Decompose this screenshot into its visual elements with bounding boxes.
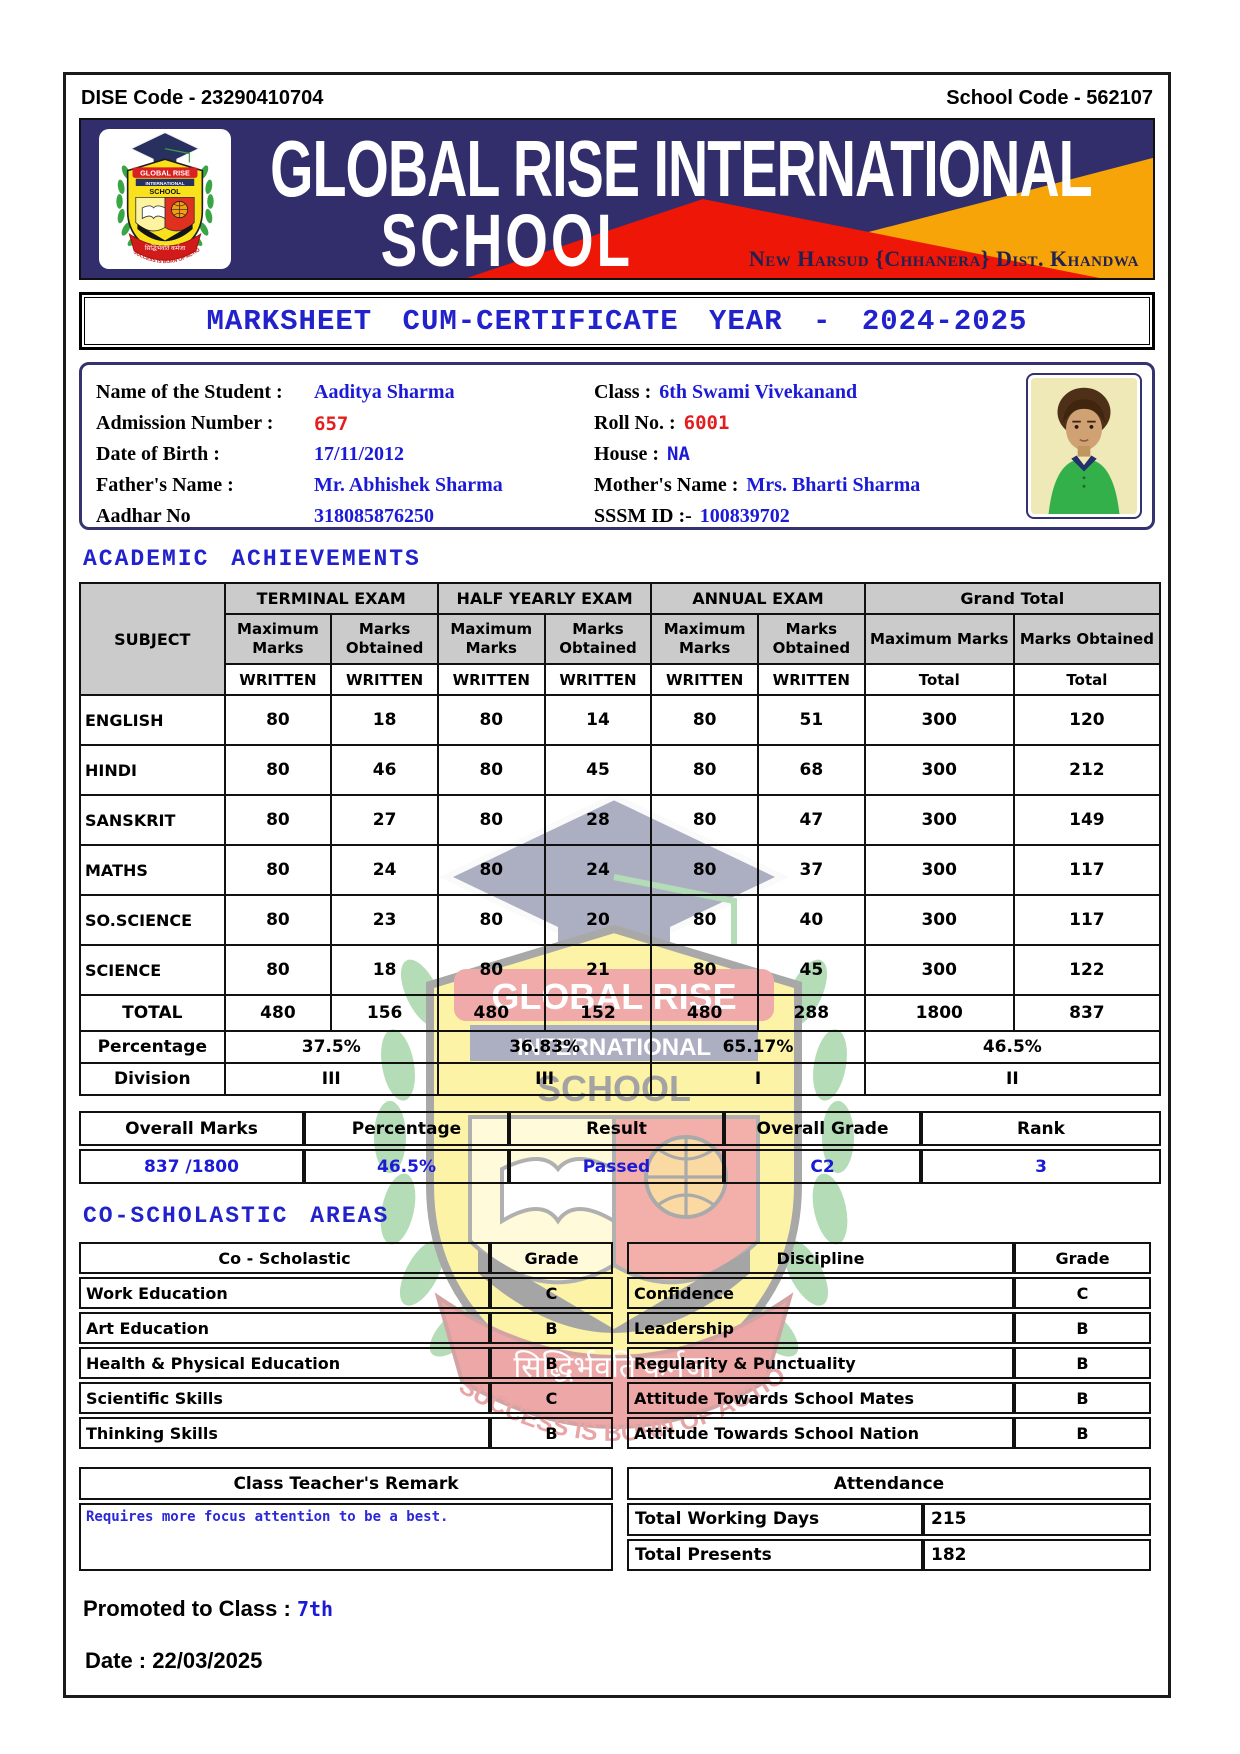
co-row	[79, 1417, 613, 1449]
marks-cell: 80	[651, 695, 758, 745]
academic-table	[79, 582, 1161, 1096]
school-banner	[79, 118, 1155, 280]
date-value: 22/03/2025	[152, 1648, 263, 1673]
mother-label: Mother's Name :	[594, 474, 739, 496]
division-row	[80, 1063, 1160, 1095]
discipline-name-cell: Confidence	[627, 1277, 1014, 1309]
marks-cell: 80	[225, 945, 332, 995]
dob-value: 17/11/2012	[314, 443, 405, 465]
remark-header-row	[79, 1467, 613, 1500]
co-row	[79, 1382, 613, 1414]
student-info-box	[79, 362, 1155, 530]
student-name-label: Name of the Student :	[96, 381, 283, 403]
max-marks-header: Maximum Marks	[865, 614, 1014, 664]
promoted-label: Promoted to Class :	[83, 1596, 291, 1621]
half-yearly-exam-header: HALF YEARLY EXAM	[438, 583, 651, 614]
marks-obtained-header: Marks Obtained	[331, 614, 438, 664]
house-label: House :	[594, 443, 659, 465]
working-days-value: 215	[923, 1503, 1151, 1535]
marks-cell: 45	[545, 745, 652, 795]
marks-cell: 300	[865, 795, 1014, 845]
marks-obtained-header: Marks Obtained	[545, 614, 652, 664]
teacher-remark-table	[79, 1464, 613, 1574]
marks-cell: 80	[438, 945, 545, 995]
marks-cell: 80	[651, 845, 758, 895]
presents-value: 182	[923, 1539, 1151, 1571]
aadhar-value: 318085876250	[314, 505, 434, 527]
marks-cell: 300	[865, 695, 1014, 745]
marks-cell: 20	[545, 895, 652, 945]
marks-cell: 1800	[865, 995, 1014, 1031]
info-row	[96, 439, 1138, 470]
co-grade-cell: C	[490, 1277, 613, 1309]
house-value: NA	[667, 443, 690, 465]
info-row	[96, 470, 1138, 501]
max-marks-header: Maximum Marks	[651, 614, 758, 664]
info-row	[96, 501, 1138, 532]
admission-value: 657	[314, 412, 349, 435]
marks-cell: 80	[225, 895, 332, 945]
marks-cell: 117	[1014, 895, 1160, 945]
overall-percentage-value: 46.5%	[304, 1149, 509, 1184]
presents-label: Total Presents	[627, 1539, 923, 1571]
marks-cell: 80	[438, 845, 545, 895]
marks-cell: 80	[438, 695, 545, 745]
info-row	[96, 377, 1138, 408]
attendance-row	[627, 1539, 1151, 1571]
percentage-cell: 65.17%	[651, 1031, 864, 1063]
written-row	[80, 664, 1160, 695]
attendance-row	[627, 1503, 1151, 1535]
subject-row	[80, 945, 1160, 995]
marks-cell: 300	[865, 895, 1014, 945]
co-name-cell: Art Education	[79, 1312, 490, 1344]
discipline-grade-cell: B	[1014, 1312, 1151, 1344]
marks-cell: 80	[438, 795, 545, 845]
discipline-row	[627, 1347, 1151, 1379]
discipline-name-cell: Attitude Towards School Nation	[627, 1417, 1014, 1449]
marks-cell: 300	[865, 845, 1014, 895]
date-label: Date :	[85, 1648, 147, 1673]
written-cell: WRITTEN	[438, 664, 545, 695]
subject-cell: SANSKRIT	[80, 795, 225, 845]
division-label-cell: Division	[80, 1063, 225, 1095]
discipline-grade-cell: B	[1014, 1347, 1151, 1379]
aadhar-label: Aadhar No	[96, 505, 191, 527]
marks-cell: 18	[331, 695, 438, 745]
overall-marks-value: 837 /1800	[79, 1149, 304, 1184]
discipline-row	[627, 1382, 1151, 1414]
subject-cell: MATHS	[80, 845, 225, 895]
admission-label: Admission Number :	[96, 412, 274, 434]
dob-label: Date of Birth :	[96, 443, 220, 465]
discipline-header-row	[627, 1242, 1151, 1274]
marks-cell: 122	[1014, 945, 1160, 995]
co-name-cell: Thinking Skills	[79, 1417, 490, 1449]
percentage-cell: 46.5%	[865, 1031, 1160, 1063]
marks-cell: 45	[758, 945, 865, 995]
co-row	[79, 1312, 613, 1344]
division-cell: I	[651, 1063, 864, 1095]
written-cell: WRITTEN	[651, 664, 758, 695]
marks-cell: 156	[331, 995, 438, 1031]
marks-cell: 480	[225, 995, 332, 1031]
remark-attendance-section	[79, 1464, 1155, 1574]
subject-header: SUBJECT	[80, 583, 225, 695]
max-marks-header: Maximum Marks	[225, 614, 332, 664]
overall-header-row	[79, 1111, 1161, 1146]
marksheet-title-box	[79, 292, 1155, 350]
attendance-header: Attendance	[627, 1467, 1151, 1500]
discipline-name-cell: Regularity & Punctuality	[627, 1347, 1014, 1379]
marks-subheader-row	[80, 614, 1160, 664]
info-row	[96, 408, 1138, 439]
marks-cell: 152	[545, 995, 652, 1031]
overall-percentage-header: Percentage	[304, 1111, 509, 1146]
marks-cell: 80	[225, 695, 332, 745]
codes-row	[81, 87, 1153, 110]
co-name-cell: Scientific Skills	[79, 1382, 490, 1414]
discipline-grade-cell: B	[1014, 1417, 1151, 1449]
co-scholastic-tables	[79, 1239, 1155, 1452]
co-scholastic-table	[79, 1239, 613, 1452]
attendance-header-row	[627, 1467, 1151, 1500]
marks-cell: 21	[545, 945, 652, 995]
marks-cell: 300	[865, 945, 1014, 995]
school-name-line2: SCHOOL	[380, 198, 634, 280]
annual-exam-header: ANNUAL EXAM	[651, 583, 864, 614]
written-cell: WRITTEN	[331, 664, 438, 695]
written-cell: WRITTEN	[545, 664, 652, 695]
grade-header: Grade	[490, 1242, 613, 1274]
result-header: Result	[509, 1111, 724, 1146]
subject-row	[80, 845, 1160, 895]
co-name-cell: Work Education	[79, 1277, 490, 1309]
co-row	[79, 1277, 613, 1309]
marks-cell: 149	[1014, 795, 1160, 845]
overall-summary-table	[79, 1108, 1161, 1187]
exam-group-header-row	[80, 583, 1160, 614]
co-grade-cell: B	[490, 1312, 613, 1344]
subject-cell: ENGLISH	[80, 695, 225, 745]
subject-cell: SO.SCIENCE	[80, 895, 225, 945]
co-row	[79, 1347, 613, 1379]
written-cell: WRITTEN	[758, 664, 865, 695]
roll-label: Roll No. :	[594, 412, 676, 434]
overall-marks-header: Overall Marks	[79, 1111, 304, 1146]
school-name-line1: GLOBAL RISE INTERNATIONAL	[270, 124, 1092, 215]
marks-cell: 46	[331, 745, 438, 795]
remark-header: Class Teacher's Remark	[79, 1467, 613, 1500]
total-cell: Total	[1014, 664, 1160, 695]
marks-cell: 28	[545, 795, 652, 845]
marks-cell: 480	[438, 995, 545, 1031]
remark-body-row	[79, 1503, 613, 1571]
marksheet-title: MARKSHEET CUM-CERTIFICATE YEAR - 2024-2025	[206, 305, 1028, 338]
date-line	[85, 1648, 1155, 1674]
marks-cell: 480	[651, 995, 758, 1031]
total-cell: Total	[865, 664, 1014, 695]
percentage-cell: 37.5%	[225, 1031, 438, 1063]
subject-cell: SCIENCE	[80, 945, 225, 995]
promoted-line	[83, 1596, 1155, 1622]
overall-grade-header: Overall Grade	[724, 1111, 921, 1146]
division-cell: II	[865, 1063, 1160, 1095]
class-value: 6th Swami Vivekanand	[659, 381, 858, 403]
marks-cell: 120	[1014, 695, 1160, 745]
academic-achievements-heading: ACADEMIC ACHIEVEMENTS	[83, 546, 421, 572]
marks-cell: 37	[758, 845, 865, 895]
rank-value: 3	[921, 1149, 1161, 1184]
marks-cell: 80	[438, 745, 545, 795]
co-grade-cell: B	[490, 1347, 613, 1379]
marks-cell: 288	[758, 995, 865, 1031]
total-label-cell: TOTAL	[80, 995, 225, 1031]
sssm-value: 100839702	[699, 505, 790, 527]
marks-cell: 24	[331, 845, 438, 895]
student-name-value: Aaditya Sharma	[314, 381, 455, 403]
discipline-header: Discipline	[627, 1242, 1014, 1274]
certificate-page	[63, 72, 1171, 1698]
marks-obtained-header: Marks Obtained	[758, 614, 865, 664]
marks-cell: 40	[758, 895, 865, 945]
marks-cell: 80	[225, 745, 332, 795]
marks-cell: 80	[225, 845, 332, 895]
percentage-row	[80, 1031, 1160, 1063]
roll-value: 6001	[683, 412, 730, 434]
grade-header: Grade	[1014, 1242, 1151, 1274]
overall-values-row	[79, 1149, 1161, 1184]
remark-text: Requires more focus attention to be a best.	[79, 1503, 613, 1571]
percentage-cell: 36.83%	[438, 1031, 651, 1063]
marks-cell: 80	[651, 945, 758, 995]
written-cell: WRITTEN	[225, 664, 332, 695]
class-label: Class :	[594, 381, 652, 403]
marks-obtained-header: Marks Obtained	[1014, 614, 1160, 664]
marks-cell: 51	[758, 695, 865, 745]
student-photo	[1026, 373, 1142, 519]
subject-cell: HINDI	[80, 745, 225, 795]
division-cell: III	[438, 1063, 651, 1095]
division-cell: III	[225, 1063, 438, 1095]
marks-cell: 24	[545, 845, 652, 895]
marks-cell: 212	[1014, 745, 1160, 795]
terminal-exam-header: TERMINAL EXAM	[225, 583, 438, 614]
co-scholastic-header: Co - Scholastic	[79, 1242, 490, 1274]
marks-cell: 80	[438, 895, 545, 945]
result-value: Passed	[509, 1149, 724, 1184]
school-code: School Code - 562107	[946, 87, 1153, 109]
marks-cell: 837	[1014, 995, 1160, 1031]
subject-row	[80, 745, 1160, 795]
marks-cell: 14	[545, 695, 652, 745]
percentage-label-cell: Percentage	[80, 1031, 225, 1063]
marks-cell: 18	[331, 945, 438, 995]
promoted-value: 7th	[296, 1597, 334, 1621]
student-photo-image	[1031, 378, 1137, 514]
attendance-table	[627, 1464, 1151, 1574]
total-row	[80, 995, 1160, 1031]
co-grade-cell: C	[490, 1382, 613, 1414]
marks-cell: 27	[331, 795, 438, 845]
subject-row	[80, 695, 1160, 745]
marks-cell: 68	[758, 745, 865, 795]
discipline-row	[627, 1277, 1151, 1309]
school-address: New Harsud {Chhanera} Dist. Khandwa	[748, 246, 1139, 271]
discipline-row	[627, 1312, 1151, 1344]
co-header-row	[79, 1242, 613, 1274]
marks-cell: 23	[331, 895, 438, 945]
father-value: Mr. Abhishek Sharma	[314, 474, 503, 496]
marks-cell: 80	[651, 795, 758, 845]
overall-grade-value: C2	[724, 1149, 921, 1184]
sssm-label: SSSM ID :-	[594, 505, 692, 527]
rank-header: Rank	[921, 1111, 1161, 1146]
father-label: Father's Name :	[96, 474, 234, 496]
discipline-name-cell: Attitude Towards School Mates	[627, 1382, 1014, 1414]
discipline-table	[627, 1239, 1151, 1452]
discipline-name-cell: Leadership	[627, 1312, 1014, 1344]
max-marks-header: Maximum Marks	[438, 614, 545, 664]
mother-value: Mrs. Bharti Sharma	[746, 474, 921, 496]
marks-cell: 117	[1014, 845, 1160, 895]
dise-code: DISE Code - 23290410704	[81, 87, 324, 109]
marks-cell: 80	[651, 895, 758, 945]
marks-cell: 300	[865, 745, 1014, 795]
subject-row	[80, 795, 1160, 845]
marks-cell: 80	[225, 795, 332, 845]
discipline-grade-cell: C	[1014, 1277, 1151, 1309]
marks-cell: 47	[758, 795, 865, 845]
grand-total-header: Grand Total	[865, 583, 1160, 614]
co-scholastic-heading: CO-SCHOLASTIC AREAS	[83, 1203, 390, 1229]
discipline-row	[627, 1417, 1151, 1449]
co-grade-cell: B	[490, 1417, 613, 1449]
subject-row	[80, 895, 1160, 945]
discipline-grade-cell: B	[1014, 1382, 1151, 1414]
marks-cell: 80	[651, 745, 758, 795]
working-days-label: Total Working Days	[627, 1503, 923, 1535]
co-name-cell: Health & Physical Education	[79, 1347, 490, 1379]
